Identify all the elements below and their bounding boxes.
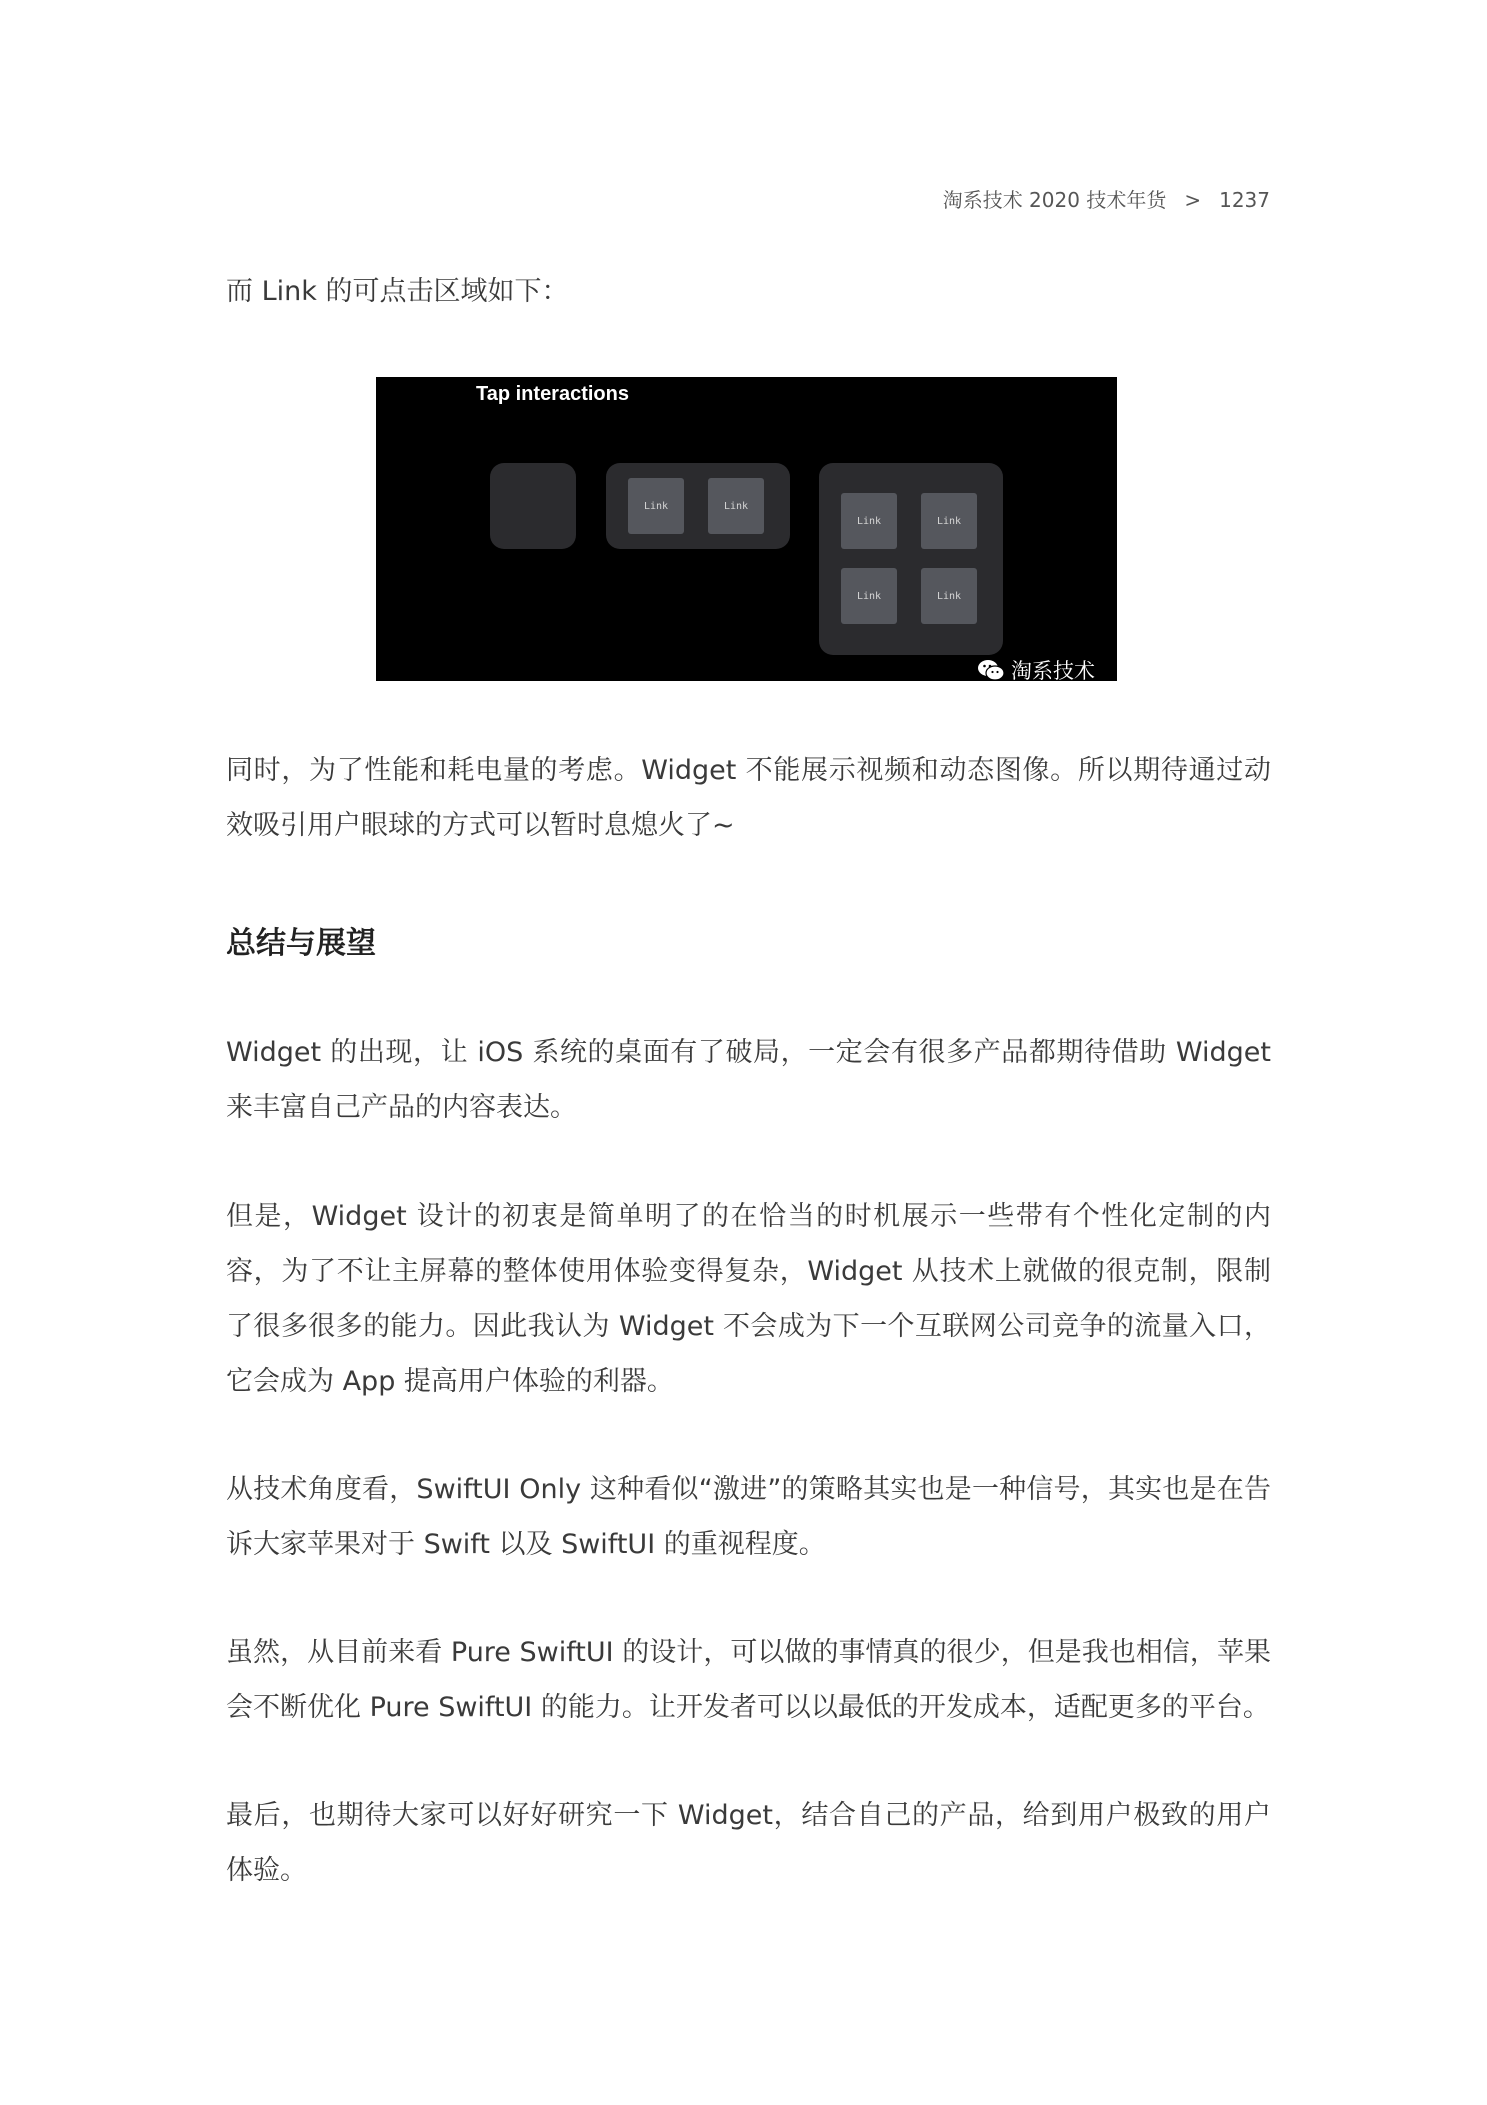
link-tile: Link xyxy=(628,478,684,534)
watermark-text: 淘系技术 xyxy=(1011,659,1095,681)
link-tile: Link xyxy=(841,493,897,549)
medium-widget xyxy=(606,463,790,549)
paragraph-pure-swiftui: 虽然，从目前来看 Pure SwiftUI 的设计，可以做的事情真的很少，但是我也相信，苹果会不断优化 Pure SwiftUI 的能力。让开发者可以以最低的开发成本，适配更多的平台。 xyxy=(226,1637,1271,1723)
paragraph-widget-design: 但是，Widget 设计的初衷是简单明了的在恰当的时机展示一些带有个性化定制的内容，为了不让主屏幕的整体使用体验变得复杂，Widget 从技术上就做的很克制，限制了很多很多的能力。因此我认为 Widget 不会成为下一个互联网公司竞争的流量入口，它会成为 App 提高用户体验的利器。 xyxy=(226,1201,1271,1397)
section-heading: 总结与展望 xyxy=(226,926,376,961)
link-tile: Link xyxy=(708,478,764,534)
figure-title: Tap interactions xyxy=(476,383,629,405)
large-widget xyxy=(819,463,1003,655)
paragraph-conclusion: 最后，也期待大家可以好好研究一下 Widget，结合自己的产品，给到用户极致的用户体验。 xyxy=(226,1800,1271,1886)
tap-interactions-figure xyxy=(376,377,1117,681)
paragraph-performance: 同时，为了性能和耗电量的考虑。Widget 不能展示视频和动态图像。所以期待通过动效吸引用户眼球的方式可以暂时息熄火了~ xyxy=(226,755,1271,841)
link-tile: Link xyxy=(841,568,897,624)
page-header xyxy=(943,184,1270,213)
paragraph-widget-appearance: Widget 的出现，让 iOS 系统的桌面有了破局，一定会有很多产品都期待借助 Widget 来丰富自己产品的内容表达。 xyxy=(226,1037,1271,1123)
small-widget xyxy=(490,463,576,549)
wechat-icon xyxy=(977,659,1005,681)
link-tile: Link xyxy=(921,493,977,549)
link-tile: Link xyxy=(921,568,977,624)
book-title: 淘系技术 2020 技术年货 xyxy=(942,188,1167,212)
paragraph-swiftui-only: 从技术角度看，SwiftUI Only 这种看似“激进”的策略其实也是一种信号，其实也是在告诉大家苹果对于 Swift 以及 SwiftUI 的重视程度。 xyxy=(226,1474,1271,1560)
page-number: 1237 xyxy=(1219,188,1270,212)
watermark xyxy=(977,655,1095,681)
intro-text: 而 Link 的可点击区域如下： xyxy=(226,276,569,307)
header-separator: > xyxy=(1184,188,1202,212)
